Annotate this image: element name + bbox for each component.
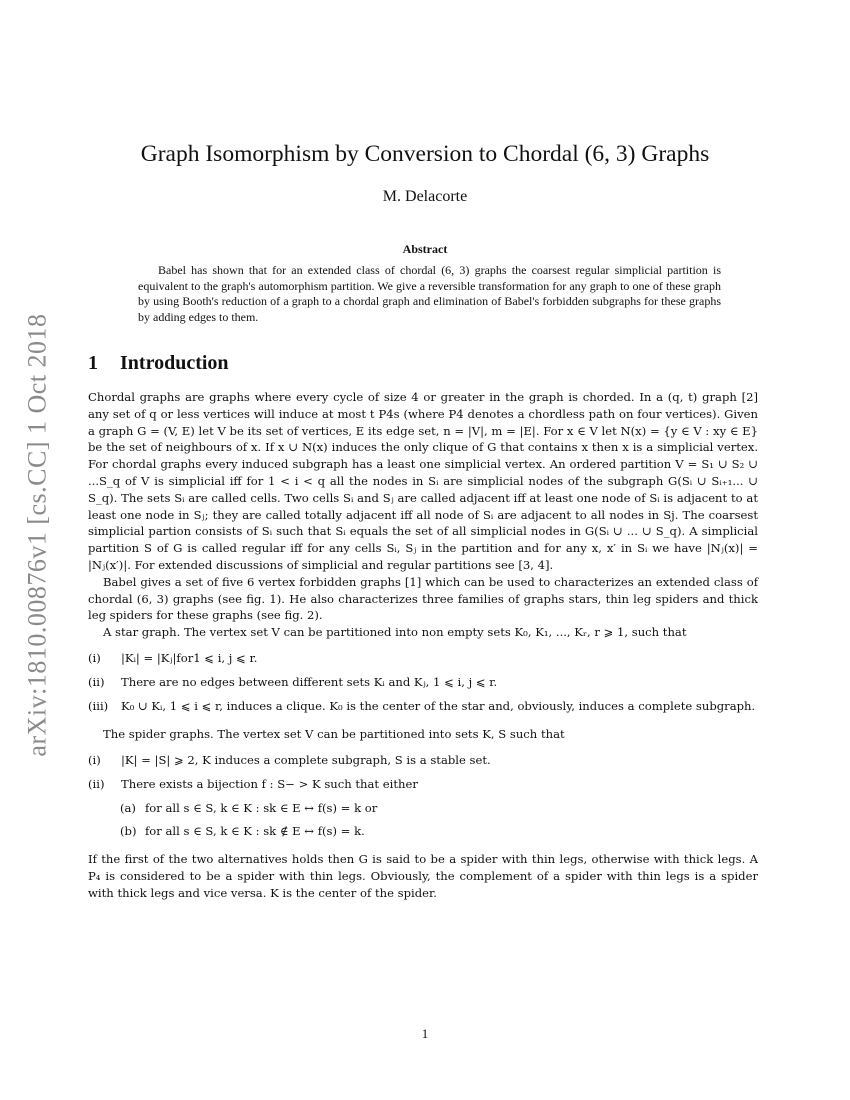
list-item-text: for all s ∈ S, k ∈ K : sk ∈ E ↔ f(s) = k or bbox=[145, 800, 378, 815]
paragraph-babel: Babel gives a set of five 6 vertex forbidden graphs [1] which can be used to characterizes an extended class of chordal (6, 3) graphs (see fig. 1). He also characterizes three families of graphs stars, thin leg spiders and thick leg spiders for these graphs (see fig. 2). bbox=[88, 574, 758, 623]
list-item-text: There exists a bijection f : S− > K such that either bbox=[121, 776, 418, 791]
list-item bbox=[88, 698, 758, 715]
list-marker: (b) bbox=[120, 823, 137, 838]
list-item bbox=[88, 674, 758, 691]
list-item bbox=[88, 650, 758, 667]
paragraph-spider: The spider graphs. The vertex set V can be partitioned into sets K, S such that bbox=[103, 727, 565, 742]
section-heading bbox=[88, 352, 229, 375]
list-marker: (i) bbox=[88, 650, 101, 665]
list-item-text: |Kᵢ| = |Kⱼ|for1 ⩽ i, j ⩽ r. bbox=[121, 650, 258, 665]
list-marker: (ii) bbox=[88, 674, 105, 689]
paragraph-spider-legs: If the first of the two alternatives holds then G is said to be a spider with thin legs, otherwise with thick legs. A P₄ is considered to be a spider with thin legs. Obviously, the complement of a spider with thin legs is a spider with thick legs and vice versa. K is the center of the spider. bbox=[88, 852, 758, 900]
paper-author: M. Delacorte bbox=[382, 188, 468, 205]
body-text bbox=[88, 389, 758, 902]
spider-conditions-list bbox=[88, 752, 758, 793]
abstract-heading: Abstract bbox=[402, 242, 448, 256]
abstract-text: Babel has shown that for an extended class of chordal (6, 3) graphs the coarsest regular simplicial partition is equivalent to the graph's automorphism partition. We give a reversible transformation for any graph to one of these graph by using Booth's reduction of a graph to a chordal graph and elimination of Babel's forbidden subgraphs for these graphs by adding edges to them. bbox=[138, 263, 721, 324]
list-item-text: |K| = |S| ⩾ 2, K induces a complete subgraph, S is a stable set. bbox=[121, 753, 491, 768]
list-item-text: K₀ ∪ Kᵢ, 1 ⩽ i ⩽ r, induces a clique. K₀ is the center of the star and, obviously, induces a complete subgraph. bbox=[121, 698, 756, 713]
star-conditions-list bbox=[88, 650, 758, 714]
list-marker: (i) bbox=[88, 753, 101, 768]
list-marker: (a) bbox=[120, 800, 136, 815]
section-number: 1 bbox=[88, 352, 98, 374]
list-item bbox=[88, 776, 758, 793]
list-marker: (ii) bbox=[88, 776, 105, 791]
list-item-text: for all s ∈ S, k ∈ K : sk ∉ E ↔ f(s) = k. bbox=[145, 823, 365, 838]
list-item-text: There are no edges between different sets Kᵢ and Kⱼ, 1 ⩽ i, j ⩽ r. bbox=[121, 674, 498, 689]
arxiv-stamp bbox=[18, 300, 58, 770]
spider-alternatives-list bbox=[88, 800, 758, 840]
section-title: Introduction bbox=[120, 352, 229, 374]
page-number: 1 bbox=[421, 1026, 429, 1041]
arxiv-stamp-text: arXiv:1810.00876v1 [cs.CC] 1 Oct 2018 bbox=[23, 313, 52, 757]
list-item bbox=[88, 752, 758, 769]
paragraph-intro: Chordal graphs are graphs where every cycle of size 4 or greater in the graph is chorded. In a (q, t) graph [2] any set of q or less vertices will induce at most t P4s (where P4 denotes a chordless path on four vertices). Given a graph G = (V, E) let V be its set of vertices, E its edge set, n = |V|, m = |E|. For x ∈ V let N(x) = {y ∈ V : xy ∈ E} be the set of neighbours of x. If x ∪ N(x) induces the only clique of G that contains x then x is a simplicial vertex. For chordal graphs every induced subgraph has a least one simplicial vertex. An ordered partition V = S₁ ∪ S₂ ∪ ...S_q of V is simplicial iff for 1 < i < q all the nodes in Sᵢ are simplicial nodes of the subgraph G(Sᵢ ∪ Sᵢ₊₁... ∪ S_q). The sets Sᵢ are called cells. Two cells Sᵢ and Sⱼ are called adjacent iff at least one node of Sᵢ is adjacent to at least one node in Sⱼ; they are called totally adjacent iff all node of Sᵢ are adjacent to all nodes in Sj. The coarsest simplicial partion consists of Sᵢ such that Sᵢ equals the set of all simplicial nodes in G(Sᵢ ∪ ... ∪ S_q). A simplicial partition S of G is called regular iff for any cells Sᵢ, Sⱼ in the partition and for any x, x′ in Sᵢ we have |Nⱼ(x)| = |Nⱼ(x′)|. For extended discussions of simplicial and regular partitions see [3, 4]. bbox=[88, 390, 758, 572]
paragraph-star: A star graph. The vertex set V can be partitioned into non empty sets K₀, K₁, ..., Kᵣ, r ⩾ 1, such that bbox=[103, 625, 687, 640]
list-item bbox=[88, 800, 758, 817]
paper-title: Graph Isomorphism by Conversion to Chordal (6, 3) Graphs bbox=[140, 141, 710, 167]
list-item bbox=[88, 823, 758, 840]
list-marker: (iii) bbox=[88, 698, 109, 713]
